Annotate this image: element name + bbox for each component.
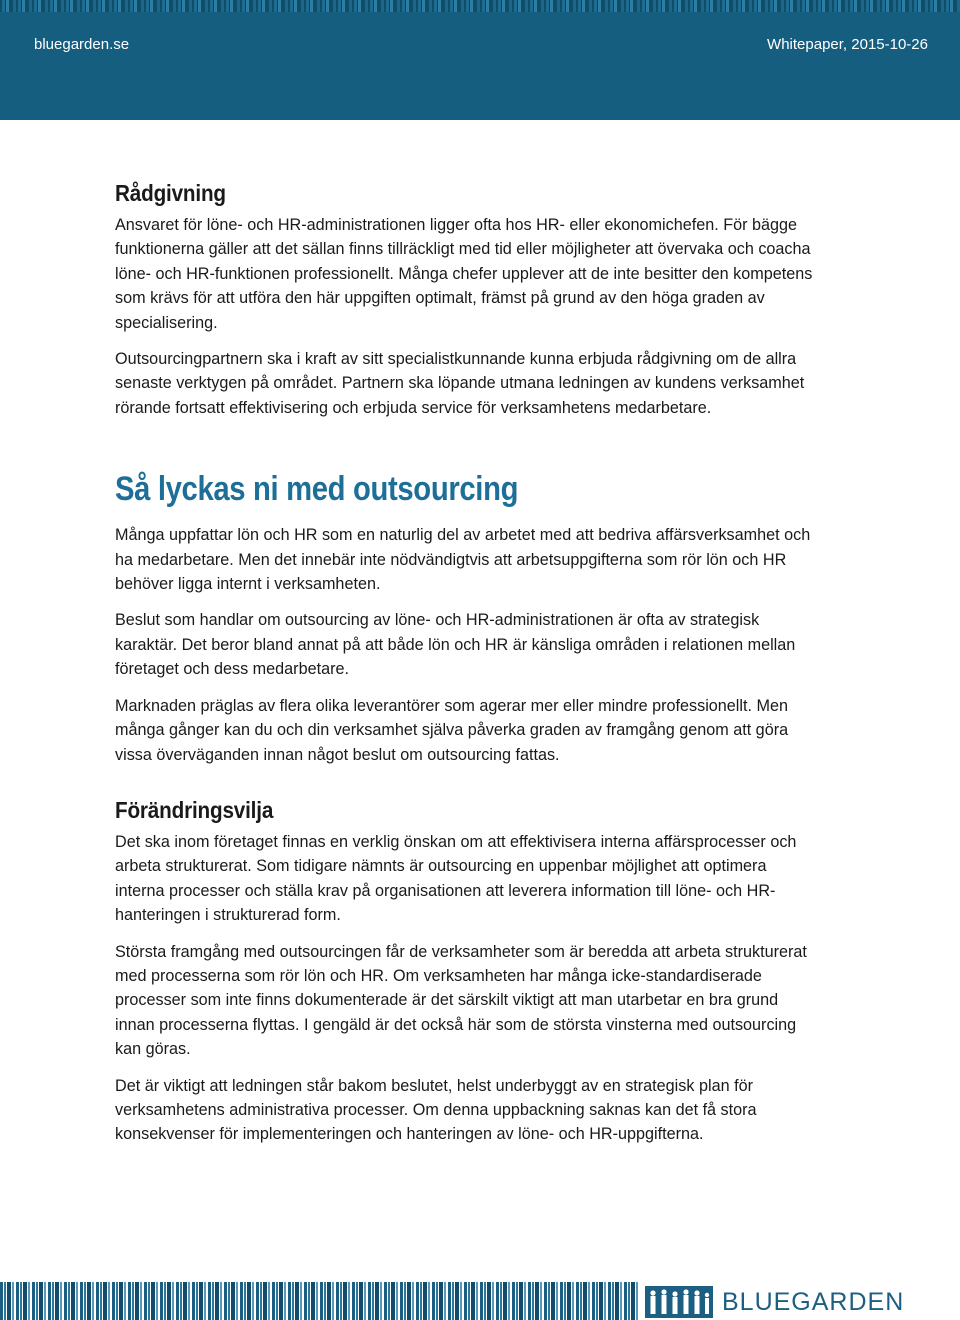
- page-footer: [0, 1282, 960, 1320]
- header-site: bluegarden.se: [34, 36, 130, 53]
- paragraph: Outsourcingpartnern ska i kraft av sitt specialistkunnande kunna erbjuda rådgivning om de allra senaste verktygen på området. Partnern ska löpande utmana ledningen av kundens verksamhet rörande fortsatt effektivisering och erbjuda service för verksamhetens medarbetare.: [115, 350, 805, 417]
- paragraph: Det är viktigt att ledningen står bakom beslutet, helst underbyggt av en strategisk plan för verksamhetens administrativa processer. Om denna uppbackning saknas kan det få stora konsekvenser för implementeringen och hanteringen av löne- och HR-uppgifterna.: [115, 1076, 757, 1144]
- brand-logo-text: BLUEGARDEN: [722, 1288, 905, 1316]
- section-radgivning: [115, 180, 815, 420]
- paragraph: Det ska inom företaget finnas en verklig önskan om att effektivisera interna affärsprocesser och arbeta strukturerat. Som tidigare nämnts är outsourcing en uppenbar möjlighet att optimera interna processer och ställa krav på organisationen att leverera information till löne- och HR-hanteringen i strukturerad form.: [115, 832, 797, 925]
- document-body: [115, 180, 815, 1159]
- paragraph: Ansvaret för löne- och HR-administrationen ligger ofta hos HR- eller ekonomichefen. För bägge funktionerna gäller att det sällan finns tillräckligt med tid eller möjligheter att övervaka och coacha löne- och HR-funktionen professionellt. Många chefer upplever att de inte besitter den kompetens som krävs för att utföra den här uppgiften optimalt, främst på grund av den höga graden av specialisering.: [115, 216, 813, 332]
- section-heading-radgivning: Rådgivning: [115, 180, 226, 206]
- footer-barcode-decoration: [0, 1282, 640, 1320]
- page-header: [0, 0, 960, 120]
- people-silhouettes-icon: [645, 1286, 713, 1318]
- header-barcode-decoration: [0, 0, 960, 12]
- paragraph: Många uppfattar lön och HR som en naturlig del av arbetet med att bedriva affärsverksamhet och ha medarbetare. Men det innebär inte nödvändigtvis att arbetsuppgifterna som rör lön och HR behöver ligga internt i verksamheten.: [115, 526, 811, 594]
- section-heading-outsourcing: Så lyckas ni med outsourcing: [115, 470, 519, 509]
- section-outsourcing: [115, 470, 815, 767]
- section-heading-forandringsvilja: Förändringsvilja: [115, 796, 274, 823]
- paragraph: Största framgång med outsourcingen får de verksamheter som är beredda att arbeta strukturerat med processerna som rör lön och HR. Om verksamheten har många icke-standardiserade processer som inte finns dokumenterade är det särskilt viktigt att man utarbetar en bra grund innan processerna flyttas. I gengäld är det också här som de största vinsterna med outsourcing kan göras.: [115, 942, 807, 1059]
- paragraph: Marknaden präglas av flera olika leverantörer som agerar mer eller mindre professionellt. Men många gånger kan du och din verksamhet själva påverka graden av framgång genom att göra vissa överväganden innan något beslut om outsourcing fattas.: [115, 696, 789, 764]
- paragraph: Beslut som handlar om outsourcing av löne- och HR-administrationen är ofta av strategisk karaktär. Det beror bland annat på att både lön och HR är känsliga områden i relationen mellan företaget och dess medarbetare.: [115, 611, 796, 679]
- header-doc-info: Whitepaper, 2015-10-26: [767, 36, 928, 53]
- section-forandringsvilja: [115, 797, 815, 1147]
